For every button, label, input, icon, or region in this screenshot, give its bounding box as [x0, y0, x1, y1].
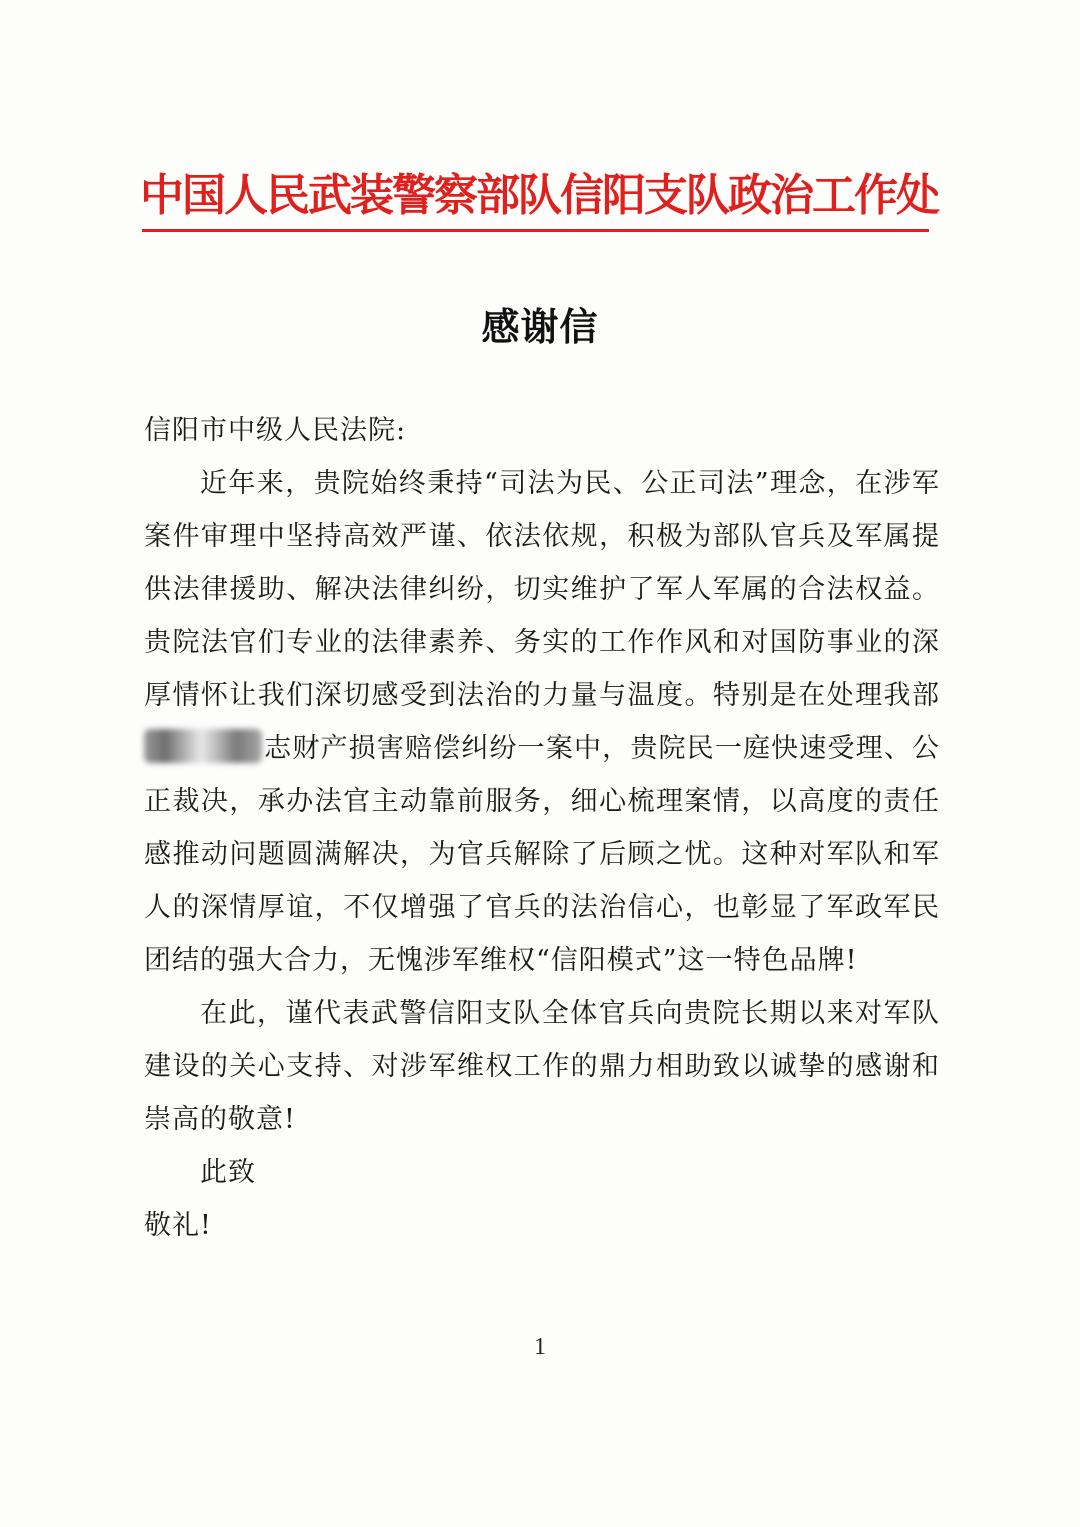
paragraph-1-part-2: 志财产损害赔偿纠纷一案中，贵院民一庭快速受理、公正裁决，承办法官主动靠前服务，细心梳理案情，以高度的责任感推动问题圆满解决，为官兵解除了后顾之忧。这种对军队和军人的深情厚谊，不仅增强了官兵的法治信心，也彰显了军政军民团结的强大合力，无愧涉军维权“信阳模式”这一特色品牌!: [144, 733, 940, 976]
salutation: 信阳市中级人民法院:: [144, 415, 407, 446]
letter-title: 感谢信: [481, 305, 599, 349]
letter-body: [144, 404, 940, 1252]
paragraph-1-part-1: 近年来，贵院始终秉持“司法为民、公正司法”理念，在涉军案件审理中坚持高效严谨、依法依规，积极为部队官兵及军属提供法律援助、解决法律纠纷，切实维护了军人军属的合法权益。贵院法官们专业的法律素养、务实的工作作风和对国防事业的深厚情怀让我们深切感受到法治的力量与温度。特别是在处理我部: [144, 468, 940, 711]
page-number: 1: [534, 1334, 546, 1360]
redacted-name-blur: [144, 729, 262, 763]
paragraph-1: [144, 457, 940, 987]
paragraph-2: 在此，谨代表武警信阳支队全体官兵向贵院长期以来对军队建设的关心支持、对涉军维权工作的鼎力相助致以诚挚的感谢和崇高的敬意!: [144, 998, 940, 1135]
letterhead-organization: 中国人民武装警察部队信阳支队政治工作处: [140, 170, 938, 221]
letterhead-divider: [142, 229, 929, 232]
closing-salute: 敬礼!: [144, 1210, 212, 1241]
closing-greeting: 此致: [200, 1157, 256, 1188]
